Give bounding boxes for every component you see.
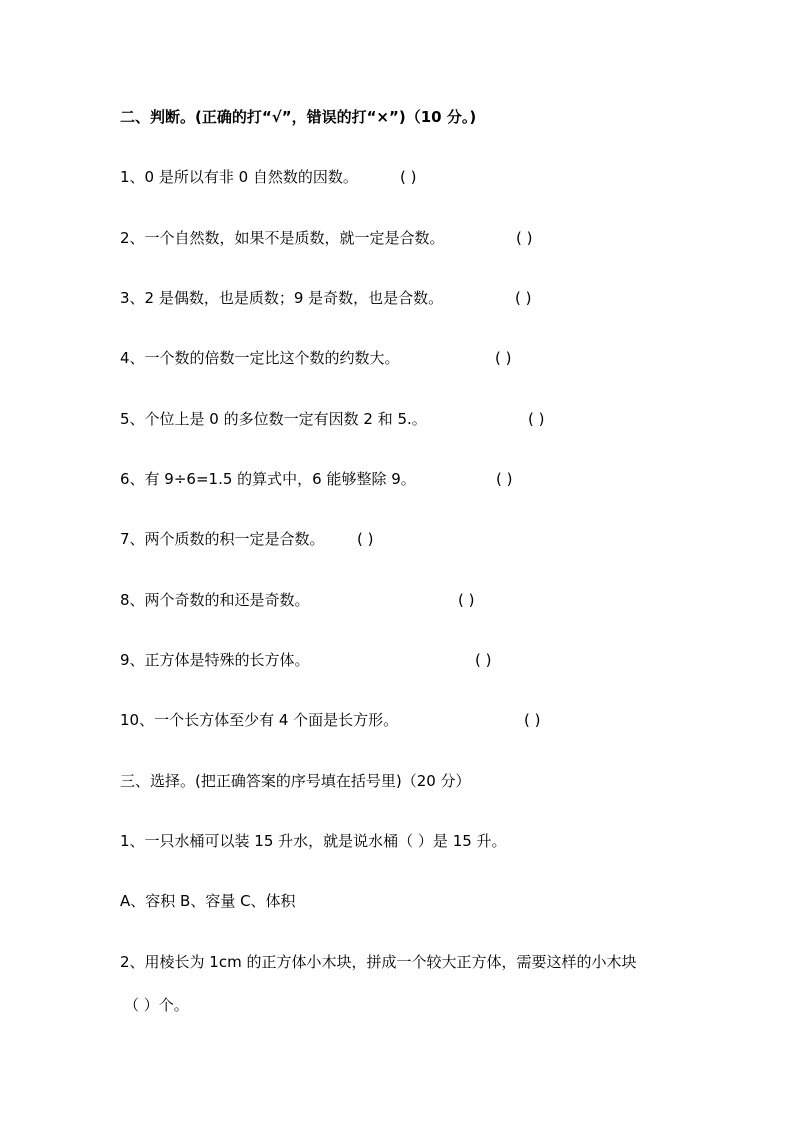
choice-question-2-line-2: （ ）个。 bbox=[124, 996, 189, 1014]
answer-paren-10: ( ) bbox=[524, 711, 541, 729]
choice-question-1-options: A、容积 B、容量 C、体积 bbox=[120, 892, 296, 910]
choice-question-2-line-1: 2、用棱长为 1cm 的正方体小木块，拼成一个较大正方体，需要这样的小木块 bbox=[120, 953, 637, 971]
choice-question-1: 1、一只水桶可以装 15 升水，就是说水桶（ ）是 15 升。 bbox=[120, 832, 507, 850]
answer-paren-1: ( ) bbox=[400, 168, 417, 186]
judgment-item-6: 6、有 9÷6=1.5 的算式中，6 能够整除 9。 bbox=[120, 470, 416, 488]
judgment-item-3: 3、2 是偶数，也是质数；9 是奇数，也是合数。 bbox=[120, 289, 444, 307]
judgment-item-5: 5、个位上是 0 的多位数一定有因数 2 和 5.。 bbox=[120, 410, 427, 428]
answer-paren-8: ( ) bbox=[458, 591, 475, 609]
judgment-item-4: 4、一个数的倍数一定比这个数的约数大。 bbox=[120, 349, 400, 367]
section-2-title: 二、判断。(正确的打“√”，错误的打“×”)（10 分。) bbox=[120, 108, 477, 126]
answer-paren-7: ( ) bbox=[357, 530, 374, 548]
answer-paren-2: ( ) bbox=[516, 229, 533, 247]
answer-paren-5: ( ) bbox=[528, 410, 545, 428]
answer-paren-4: ( ) bbox=[495, 349, 512, 367]
section-3-title: 三、选择。(把正确答案的序号填在括号里)（20 分） bbox=[120, 772, 471, 790]
judgment-item-2: 2、一个自然数，如果不是质数，就一定是合数。 bbox=[120, 229, 445, 247]
answer-paren-3: ( ) bbox=[515, 289, 532, 307]
answer-paren-9: ( ) bbox=[475, 651, 492, 669]
judgment-item-1: 1、0 是所以有非 0 自然数的因数。 bbox=[120, 168, 358, 186]
answer-paren-6: ( ) bbox=[496, 470, 513, 488]
judgment-item-7: 7、两个质数的积一定是合数。 bbox=[120, 530, 325, 548]
judgment-item-9: 9、正方体是特殊的长方体。 bbox=[120, 651, 310, 669]
judgment-item-10: 10、一个长方体至少有 4 个面是长方形。 bbox=[120, 711, 399, 729]
judgment-item-8: 8、两个奇数的和还是奇数。 bbox=[120, 591, 310, 609]
